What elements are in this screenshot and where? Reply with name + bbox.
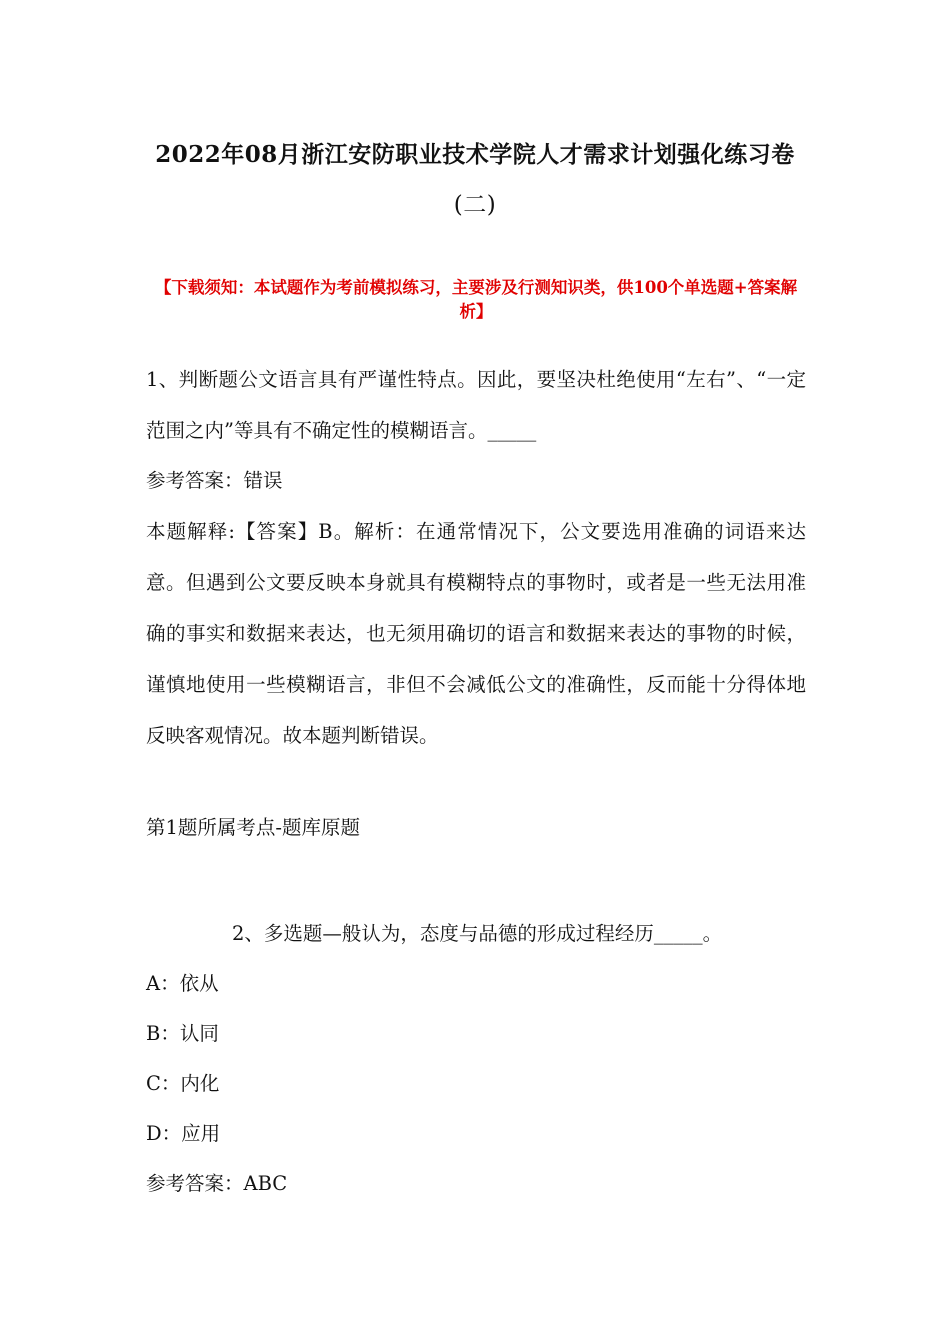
question-1-answer: 参考答案：错误 xyxy=(146,469,283,492)
question-1-text: 1、判断题公文语言具有严谨性特点。因此，要坚决杜绝使用“左右”、“一定范围之内”等具有不确定性的模糊语言。_____ xyxy=(146,368,806,442)
document-title: 2022年08月浙江安防职业技术学院人才需求计划强化练习卷 xyxy=(155,141,795,168)
question-2-answer: 参考答案：ABC xyxy=(146,1172,288,1195)
document-subtitle: (二) xyxy=(453,192,497,218)
question-1-knowledge-point: 第1题所属考点-题库原题 xyxy=(146,816,360,839)
download-notice: 【下载须知：本试题作为考前模拟练习，主要涉及行测知识类，供100个单选题+答案解析】 xyxy=(154,278,798,321)
question-2-option-c: C：内化 xyxy=(146,1072,220,1095)
question-1-explanation: 本题解释:【答案】B。解析：在通常情况下，公文要选用准确的词语来达意。但遇到公文要反映本身就具有模糊特点的事物时，或者是一些无法用准确的事实和数据来表达，也无须用确切的语言和数据来表达的事物的时候，谨慎地使用一些模糊语言，非但不会减低公文的准确性，反而能十分得体地反映客观情况。故本题判断错误。 xyxy=(146,520,806,747)
question-2-option-a: A：依从 xyxy=(146,972,219,995)
question-2-text: 2、多选题—般认为，态度与品德的形成过程经历_____。 xyxy=(232,922,723,945)
question-2-option-d: D：应用 xyxy=(146,1122,221,1145)
question-2-option-b: B：认同 xyxy=(146,1022,219,1045)
